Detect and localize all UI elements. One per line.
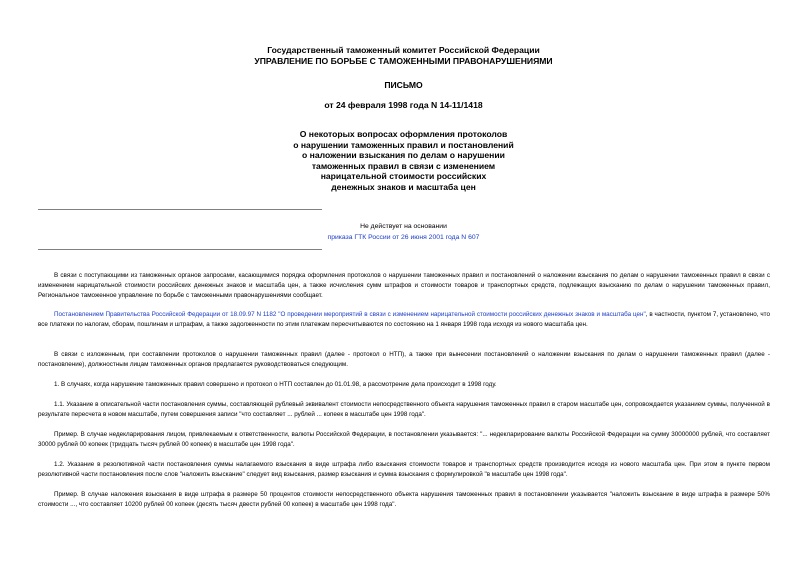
body-paragraph: 1.1. Указание в описательной части постановления суммы, составляющей рублевый эквивалент стоимости непосредственного объекта нарушения таможенных правил в старом масштабе цен, сопровождается указанием суммы, полученной в результате пересчета в новом масштабе, путем совершения записи "что составляет ... рублей ... копеек в масштабе цен 1998 года".	[38, 401, 770, 419]
government-decree-link[interactable]: Постановлением Правительства Российской Федерации от 18.09.97 N 1182 "О проведении мероприятий в связи с изменением нарицательной стоимости российских денежных знаков и масштаба цен"	[54, 311, 646, 318]
body-paragraph: 1. В случаях, когда нарушение таможенных правил совершено и протокол о НТП составлен до 01.01.98, а рассмотрение дела происходит в 1998 году.	[54, 381, 497, 388]
title-line: денежных знаков и масштаба цен	[331, 181, 476, 192]
paragraph-text: , в частности, пунктом 7, установлено, что все платежи по налогам, сборам, пошлинам и штрафам, а также задолженности по этим платежам пересчитываются по состоянию на 1 января 1998 года исходя из нового масштаба цен.	[38, 311, 771, 329]
status-note: Не действует на основании	[360, 223, 447, 230]
title-line: о нарушении таможенных правил и постановлений	[293, 139, 514, 150]
divider-top	[38, 209, 322, 210]
document-type: ПИСЬМО	[384, 80, 423, 90]
body-paragraph: В связи с поступающими из таможенных органов запросами, касающимися порядка оформления протоколов о нарушении таможенных правил и постановлений о наложении взыскания по делам о нарушении таможенных правил в связи с изменением нарицательной стоимости российских денежных знаков и масштаба цен, а также исчисления сумм штрафов и стоимости товаров и транспортных средств, подлежащих взысканию по делам о нарушении таможенных правил, Региональное таможенное управление по борьбе с таможенными правонарушениями сообщает.	[38, 272, 770, 300]
title-line: таможенных правил в связи с изменением	[311, 160, 496, 171]
divider-bottom	[38, 249, 322, 250]
body-paragraph: Пример. В случае наложения взыскания в виде штрафа в размере 50 процентов стоимости непосредственного объекта нарушения таможенных правил в постановлении указывается "наложить взыскание в виде штрафа в размере 50% стоимости ..., что составляет 10200 рублей 00 копеек (десять тысяч двести рублей 00 копеек) в масштабе цен 1998 года".	[38, 491, 770, 509]
document-date: от 24 февраля 1998 года N 14-11/1418	[324, 100, 483, 110]
title-line: О некоторых вопросах оформления протоколов	[299, 129, 508, 139]
body-paragraph: Пример. В случае недекларирования лицом, привлекаемым к ответственности, валюты Российской Федерации, в постановлении указывается: "... недекларирование валюты Российской Федерации на сумму 30000000 рублей, что составляет 30000 рублей 00 копеек (тридцать тысяч рублей 00 копеек) в масштабе цен 1998 года".	[38, 431, 770, 449]
repeal-order-link[interactable]: приказа ГТК России от 26 июня 2001 года N 607	[327, 234, 480, 241]
title-line: о наложении взыскания по делам о нарушении	[302, 150, 505, 161]
body-paragraph: 1.2. Указание в резолютивной части постановления суммы налагаемого взыскания в виде штрафа либо взыскания стоимости товаров и транспортных средств производится исходя из нового масштаба цен. При этом в пункте первом резолютивной части постановления после слов "наложить взыскание" следует вид взыскания, размер взыскания и сумма взыскания с формулировкой "в масштабе цен 1998 года".	[38, 461, 770, 479]
issuer-name: Государственный таможенный комитет Российской Федерации	[267, 45, 540, 55]
body-paragraph: В связи с изложенным, при составлении протоколов о нарушении таможенных правил (далее - протокол о НТП), а также при вынесении постановлений о наложении взыскания по делам о нарушении таможенных правил (далее - постановление), должностным лицам таможенных органов предлагается руководствоваться следующим.	[38, 351, 770, 369]
body-paragraph	[38, 310, 770, 330]
document-title	[0, 129, 807, 193]
status-note-link-line	[0, 233, 807, 242]
title-line: нарицательной стоимости российских	[320, 171, 487, 182]
issuer-department: УПРАВЛЕНИЕ ПО БОРЬБЕ С ТАМОЖЕННЫМИ ПРАВОНАРУШЕНИЯМИ	[254, 56, 553, 66]
